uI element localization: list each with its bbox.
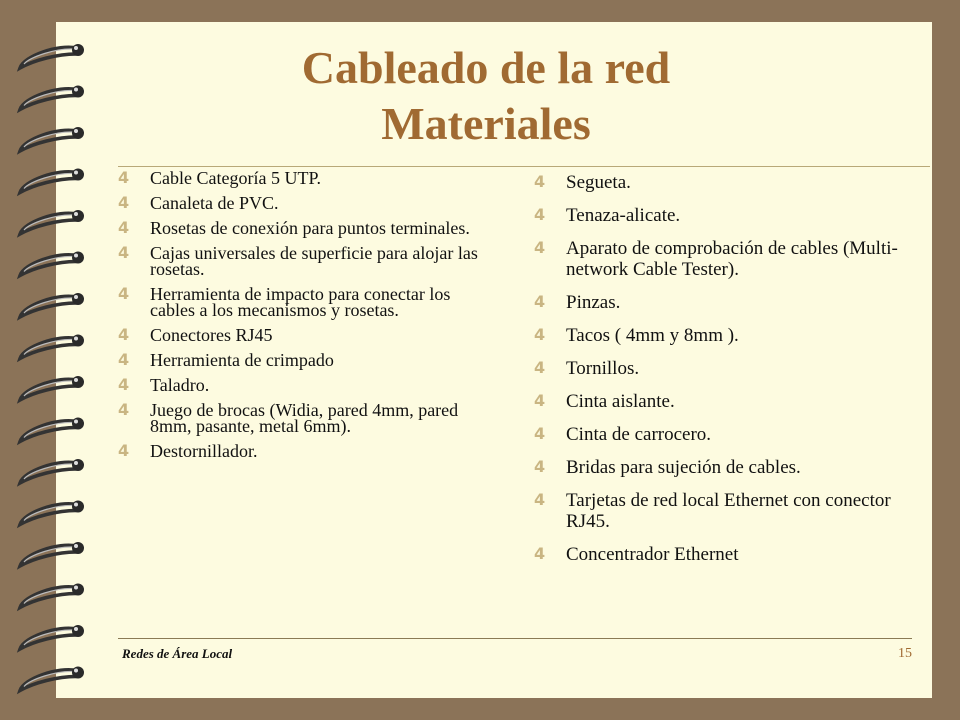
list-item — [118, 377, 498, 393]
binding-ring — [20, 584, 84, 608]
slide-page — [56, 22, 932, 698]
list-item-text: Cinta de carrocero. — [566, 424, 712, 445]
bullet-icon: 4 — [118, 218, 130, 237]
bullet-icon: 4 — [534, 172, 546, 191]
binding-ring — [20, 44, 84, 68]
list-item-text: Tenaza-alicate. — [566, 205, 681, 226]
list-item — [118, 170, 498, 186]
list-item — [534, 358, 924, 379]
list-item-text: Pinzas. — [566, 292, 621, 313]
list-item-text: Tornillos. — [566, 358, 640, 379]
list-item-text: Taladro. — [150, 375, 210, 395]
bullet-icon: 4 — [534, 424, 546, 443]
list-item — [118, 195, 498, 211]
binding-ring — [20, 86, 84, 110]
list-item-text: Bridas para sujeción de cables. — [566, 457, 801, 478]
binding-ring — [20, 293, 84, 317]
bullet-icon: 4 — [534, 292, 546, 311]
binding-ring — [20, 210, 84, 234]
binding-ring — [20, 376, 84, 400]
list-item — [534, 238, 924, 280]
list-item-text: Concentrador Ethernet — [566, 544, 739, 565]
list-item-text: Conectores RJ45 — [150, 325, 273, 345]
bullet-icon: 4 — [534, 205, 546, 224]
binding-ring — [20, 459, 84, 483]
list-item-text: Canaleta de PVC. — [150, 193, 279, 213]
bullet-icon: 4 — [118, 284, 130, 303]
list-item — [534, 544, 924, 565]
list-item-text: Segueta. — [566, 172, 631, 193]
bullet-icon: 4 — [118, 243, 130, 262]
list-item — [118, 352, 498, 368]
footer-title: Redes de Área Local — [122, 646, 233, 661]
list-item — [534, 325, 924, 346]
list-item — [118, 402, 498, 434]
binding-ring — [20, 418, 84, 442]
list-item — [534, 490, 924, 532]
bullet-icon: 4 — [534, 490, 546, 509]
list-item-text: Rosetas de conexión para puntos terminales. — [150, 218, 470, 238]
bullet-icon: 4 — [118, 350, 130, 369]
binding-ring — [20, 127, 84, 151]
binding-ring — [20, 667, 84, 691]
list-item — [118, 286, 498, 318]
list-item-text: Cajas universales de superficie para alojar las rosetas. — [150, 243, 478, 279]
slide-title — [56, 40, 916, 152]
bullet-icon: 4 — [118, 193, 130, 212]
binding-ring — [20, 501, 84, 525]
footer-divider — [118, 638, 912, 639]
bullet-icon: 4 — [534, 358, 546, 377]
list-item — [118, 443, 498, 459]
list-item-text: Tarjetas de red local Ethernet con conector RJ45. — [566, 490, 891, 532]
bullet-icon: 4 — [534, 544, 546, 563]
list-item-text: Juego de brocas (Widia, pared 4mm, pared 8mm, pasante, metal 6mm). — [150, 400, 459, 436]
list-item-text: Herramienta de impacto para conectar los cables a los mecanismos y rosetas. — [150, 284, 451, 320]
bullet-icon: 4 — [118, 441, 130, 460]
list-item-text: Tacos ( 4mm y 8mm ). — [566, 325, 739, 346]
list-item-text: Aparato de comprobación de cables (Multi-network Cable Tester). — [566, 238, 898, 280]
bullet-icon: 4 — [534, 238, 546, 257]
list-item — [534, 457, 924, 478]
binding-ring — [20, 335, 84, 359]
spiral-binding — [0, 0, 100, 720]
title-line-2: Materiales — [381, 98, 591, 149]
page-number: 15 — [898, 646, 912, 661]
title-line-1: Cableado de la red — [301, 42, 671, 93]
list-item — [118, 245, 498, 277]
list-item — [534, 205, 924, 226]
right-materials-list — [534, 172, 924, 577]
binding-ring — [20, 252, 84, 276]
list-item — [534, 424, 924, 445]
binding-ring — [20, 625, 84, 649]
binding-ring — [20, 169, 84, 193]
bullet-icon: 4 — [534, 457, 546, 476]
bullet-icon: 4 — [534, 325, 546, 344]
bullet-icon: 4 — [534, 391, 546, 410]
list-item-text: Cinta aislante. — [566, 391, 675, 412]
list-item-text: Cable Categoría 5 UTP. — [150, 168, 321, 188]
list-item-text: Herramienta de crimpado — [150, 350, 334, 370]
bullet-icon: 4 — [118, 168, 130, 187]
list-item — [118, 327, 498, 343]
list-item — [534, 292, 924, 313]
binding-ring — [20, 542, 84, 566]
bullet-icon: 4 — [118, 325, 130, 344]
list-item — [118, 220, 498, 236]
title-divider — [118, 166, 930, 167]
left-materials-list — [118, 170, 498, 468]
list-item-text: Destornillador. — [150, 441, 258, 461]
list-item — [534, 172, 924, 193]
bullet-icon: 4 — [118, 400, 130, 419]
bullet-icon: 4 — [118, 375, 130, 394]
list-item — [534, 391, 924, 412]
